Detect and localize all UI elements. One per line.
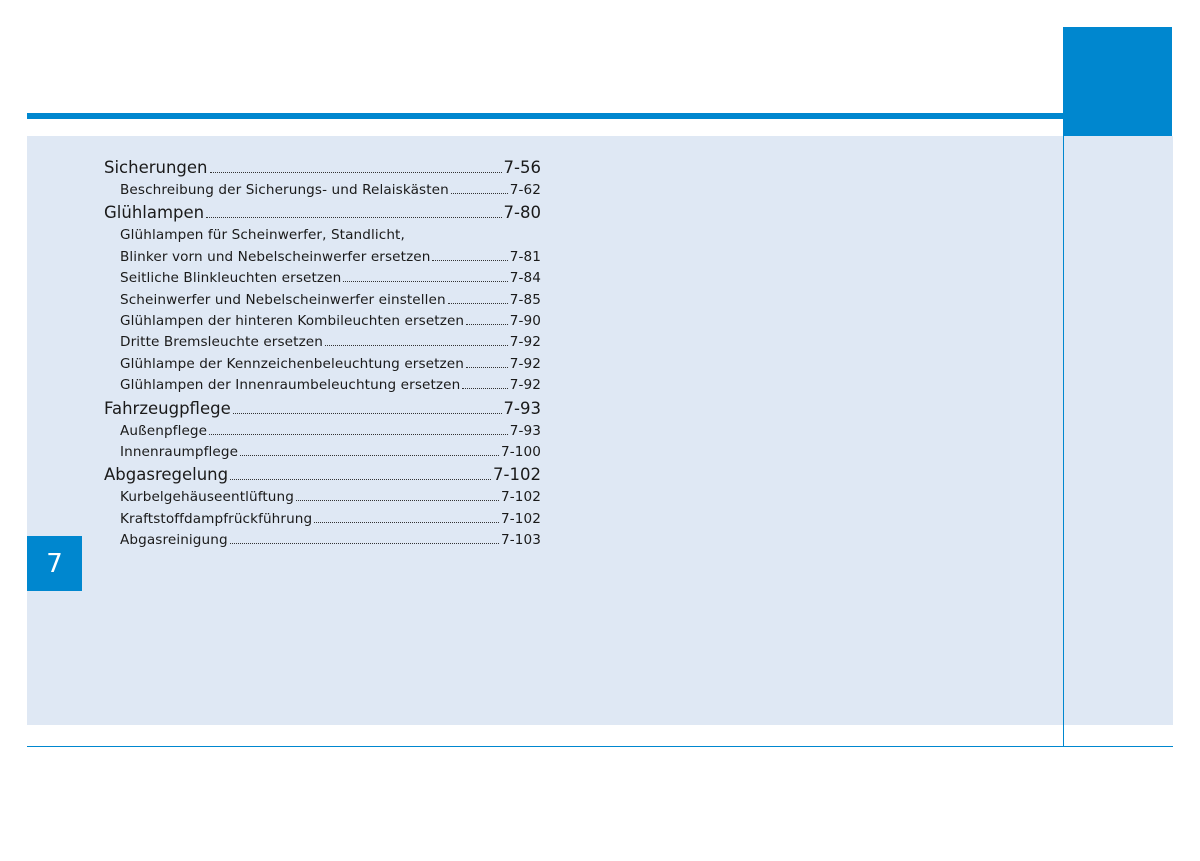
toc-title: Scheinwerfer und Nebelscheinwerfer einstellen: [120, 291, 446, 308]
toc-leader: [230, 478, 491, 480]
toc-leader: [462, 387, 507, 389]
toc-title: Glühlampen der hinteren Kombileuchten ersetzen: [120, 312, 465, 329]
toc-page: 7-80: [503, 203, 541, 223]
toc-entry[interactable]: [104, 375, 541, 396]
toc-entry[interactable]: [104, 268, 541, 289]
toc-leader: [210, 171, 502, 173]
toc-page: 7-84: [509, 270, 541, 287]
toc-leader: [209, 433, 508, 435]
toc-entry[interactable]: [104, 487, 541, 508]
toc-page: 7-92: [509, 334, 541, 351]
header-bar: [27, 113, 1063, 119]
toc-leader: [314, 521, 499, 523]
toc-entry[interactable]: [104, 332, 541, 353]
toc-leader: [230, 542, 499, 544]
toc-entry[interactable]: [104, 530, 541, 551]
toc-page: 7-92: [509, 377, 541, 394]
toc-entry[interactable]: [104, 225, 541, 246]
toc-leader: [343, 280, 507, 282]
toc-title: Glühlampen der Innenraumbeleuchtung ersetzen: [120, 377, 461, 394]
toc-page: 7-92: [509, 355, 541, 372]
toc-entry[interactable]: [104, 354, 541, 375]
toc-entry[interactable]: [104, 463, 541, 487]
toc-page: 7-90: [509, 312, 541, 329]
toc-page: 7-81: [509, 248, 541, 265]
toc-page: 7-100: [500, 443, 541, 460]
toc-leader: [233, 412, 502, 414]
toc-leader: [206, 216, 501, 218]
toc-page: 7-93: [509, 422, 541, 439]
toc-leader: [432, 259, 507, 261]
corner-block: [1063, 27, 1172, 136]
toc-entry[interactable]: [104, 397, 541, 421]
right-divider: [1063, 136, 1064, 747]
toc-title: Glühlampen für Scheinwerfer, Standlicht,: [120, 227, 405, 244]
toc-page: 7-62: [509, 182, 541, 198]
toc-title: Seitliche Blinkleuchten ersetzen: [120, 270, 342, 287]
toc-page: 7-102: [500, 489, 541, 506]
toc-title: Kraftstoffdampfrückführung: [120, 510, 313, 527]
toc-entry[interactable]: [104, 201, 541, 225]
toc-page: 7-102: [500, 510, 541, 527]
chapter-tab: [27, 536, 82, 591]
table-of-contents: [104, 156, 541, 551]
toc-title: Abgasregelung: [104, 465, 229, 485]
toc-entry[interactable]: [104, 290, 541, 311]
toc-title: Fahrzeugpflege: [104, 398, 231, 418]
footer-rule: [27, 746, 1173, 747]
toc-title: Glühlampen: [104, 203, 205, 223]
toc-leader: [296, 499, 499, 501]
toc-title: Dritte Bremsleuchte ersetzen: [120, 334, 323, 351]
chapter-number: 7: [46, 548, 63, 579]
toc-page: 7-85: [509, 291, 541, 308]
toc-entry[interactable]: [104, 421, 541, 442]
toc-title: Innenraumpflege: [120, 443, 239, 460]
toc-title: Beschreibung der Sicherungs- und Relaiskästen: [120, 182, 449, 198]
toc-entry[interactable]: [104, 311, 541, 332]
toc-title: Glühlampe der Kennzeichenbeleuchtung ersetzen: [120, 355, 464, 372]
toc-entry[interactable]: [104, 509, 541, 530]
toc-entry[interactable]: [104, 180, 541, 201]
toc-leader: [325, 344, 508, 346]
toc-leader: [451, 192, 508, 194]
toc-leader: [448, 302, 508, 304]
toc-leader: [466, 323, 508, 325]
toc-title: Kurbelgehäuseentlüftung: [120, 489, 294, 506]
toc-page: 7-56: [503, 158, 541, 177]
toc-entry[interactable]: [104, 247, 541, 268]
toc-entry[interactable]: [104, 156, 541, 180]
toc-leader: [240, 454, 499, 456]
toc-title: Sicherungen: [104, 158, 208, 177]
toc-title: Blinker vorn und Nebelscheinwerfer ersetzen: [120, 248, 431, 265]
toc-page: 7-102: [493, 465, 541, 485]
toc-title: Abgasreinigung: [120, 532, 228, 549]
toc-page: 7-93: [503, 398, 541, 418]
toc-page: 7-103: [500, 532, 541, 549]
toc-entry[interactable]: [104, 442, 541, 463]
toc-title: Außenpflege: [120, 422, 208, 439]
toc-leader: [466, 366, 508, 368]
